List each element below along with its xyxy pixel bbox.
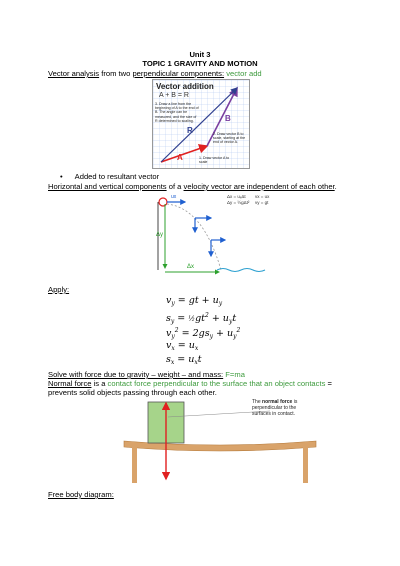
vector-label-r: R (187, 126, 193, 135)
components-period: . (334, 182, 337, 191)
equation-vy-squared: $v_y^2 = 2gs_y + u_y^2$ (166, 327, 241, 340)
table-leg-left (132, 447, 137, 483)
normal-force-term: Normal force (48, 379, 92, 388)
normal-force-figure (120, 397, 320, 483)
vector-add-text: vector add (226, 69, 262, 78)
vx-formula: vx = ux (255, 194, 270, 199)
projectile-figure (155, 194, 275, 278)
vector-step-3: 3. Draw a line from the beginning of A to the end of B. The angle can be measured, and the size of R determined to scaling. (155, 102, 199, 123)
components-term: Horizontal and vertical components (48, 182, 167, 191)
apply-heading: Apply: (48, 285, 70, 294)
vector-label-b: B (225, 114, 231, 123)
vector-step-2: 2. Draw vector B to scale, starting at the end of vector A. (213, 132, 246, 145)
projectile-ball (159, 198, 167, 206)
ux-label: ux (171, 194, 177, 200)
perpendicular-components-term: perpendicular components: (132, 69, 225, 78)
bullet-marker: • (60, 172, 63, 181)
vy-formula: vy = gt (255, 200, 269, 205)
delta-y-label: Δy (156, 232, 164, 238)
gravity-statement: Solve with force due to gravity – weight – and mass: (48, 370, 224, 379)
components-line (48, 182, 337, 191)
projectile-diagram (155, 194, 275, 278)
vector-analysis-from: from two (101, 69, 131, 78)
normal-force-is-a: is a (93, 379, 106, 388)
delta-x-label: Δx (187, 264, 195, 270)
normal-force-caption: The normal force is perpendicular to the surfaces in contact. (252, 399, 298, 417)
topic-heading: TOPIC 1 GRAVITY AND MOTION (142, 59, 258, 68)
table-leg-right (303, 447, 308, 483)
components-statement: velocity vector are independent of each other (183, 182, 335, 191)
normal-force-line-2: prevents solid objects passing through each other. (48, 388, 217, 397)
vector-analysis-line (48, 69, 262, 78)
unit-heading: Unit 3 (189, 50, 211, 59)
free-body-heading: Free body diagram: (48, 490, 114, 499)
equation-vy: $v_y$ = gt + $u_y$ (166, 295, 223, 307)
equation-sy: $s_y$ = $\frac{1}{2}gt^2 + u_yt$ (166, 312, 237, 325)
components-of-a: of a (168, 182, 182, 191)
vector-addition-title: Vector addition (156, 82, 214, 91)
fma-formula: F=ma (225, 370, 245, 379)
vector-step-1: 1. Draw vector A to scale (199, 156, 230, 165)
normal-force-line (48, 379, 332, 388)
equation-vx: $v_x = u_x$ (166, 340, 199, 352)
dy-formula: Δy = ½gΔt² (227, 200, 250, 205)
normal-force-definition: contact force perpendicular to the surface that an object contacts (107, 379, 326, 388)
normal-force-equals: = (327, 379, 332, 388)
vector-addition-figure (152, 79, 250, 169)
vector-label-a: A (177, 153, 183, 162)
gravity-line (48, 370, 245, 379)
bullet-text: Added to resultant vector (74, 172, 160, 181)
vector-analysis-term: Vector analysis (48, 69, 100, 78)
dx-formula: Δx = uₓΔt (227, 194, 246, 199)
bullet-item (60, 172, 159, 181)
equation-sx: $s_x = u_xt$ (166, 354, 202, 366)
vector-addition-equation: A + B = R (159, 92, 189, 99)
